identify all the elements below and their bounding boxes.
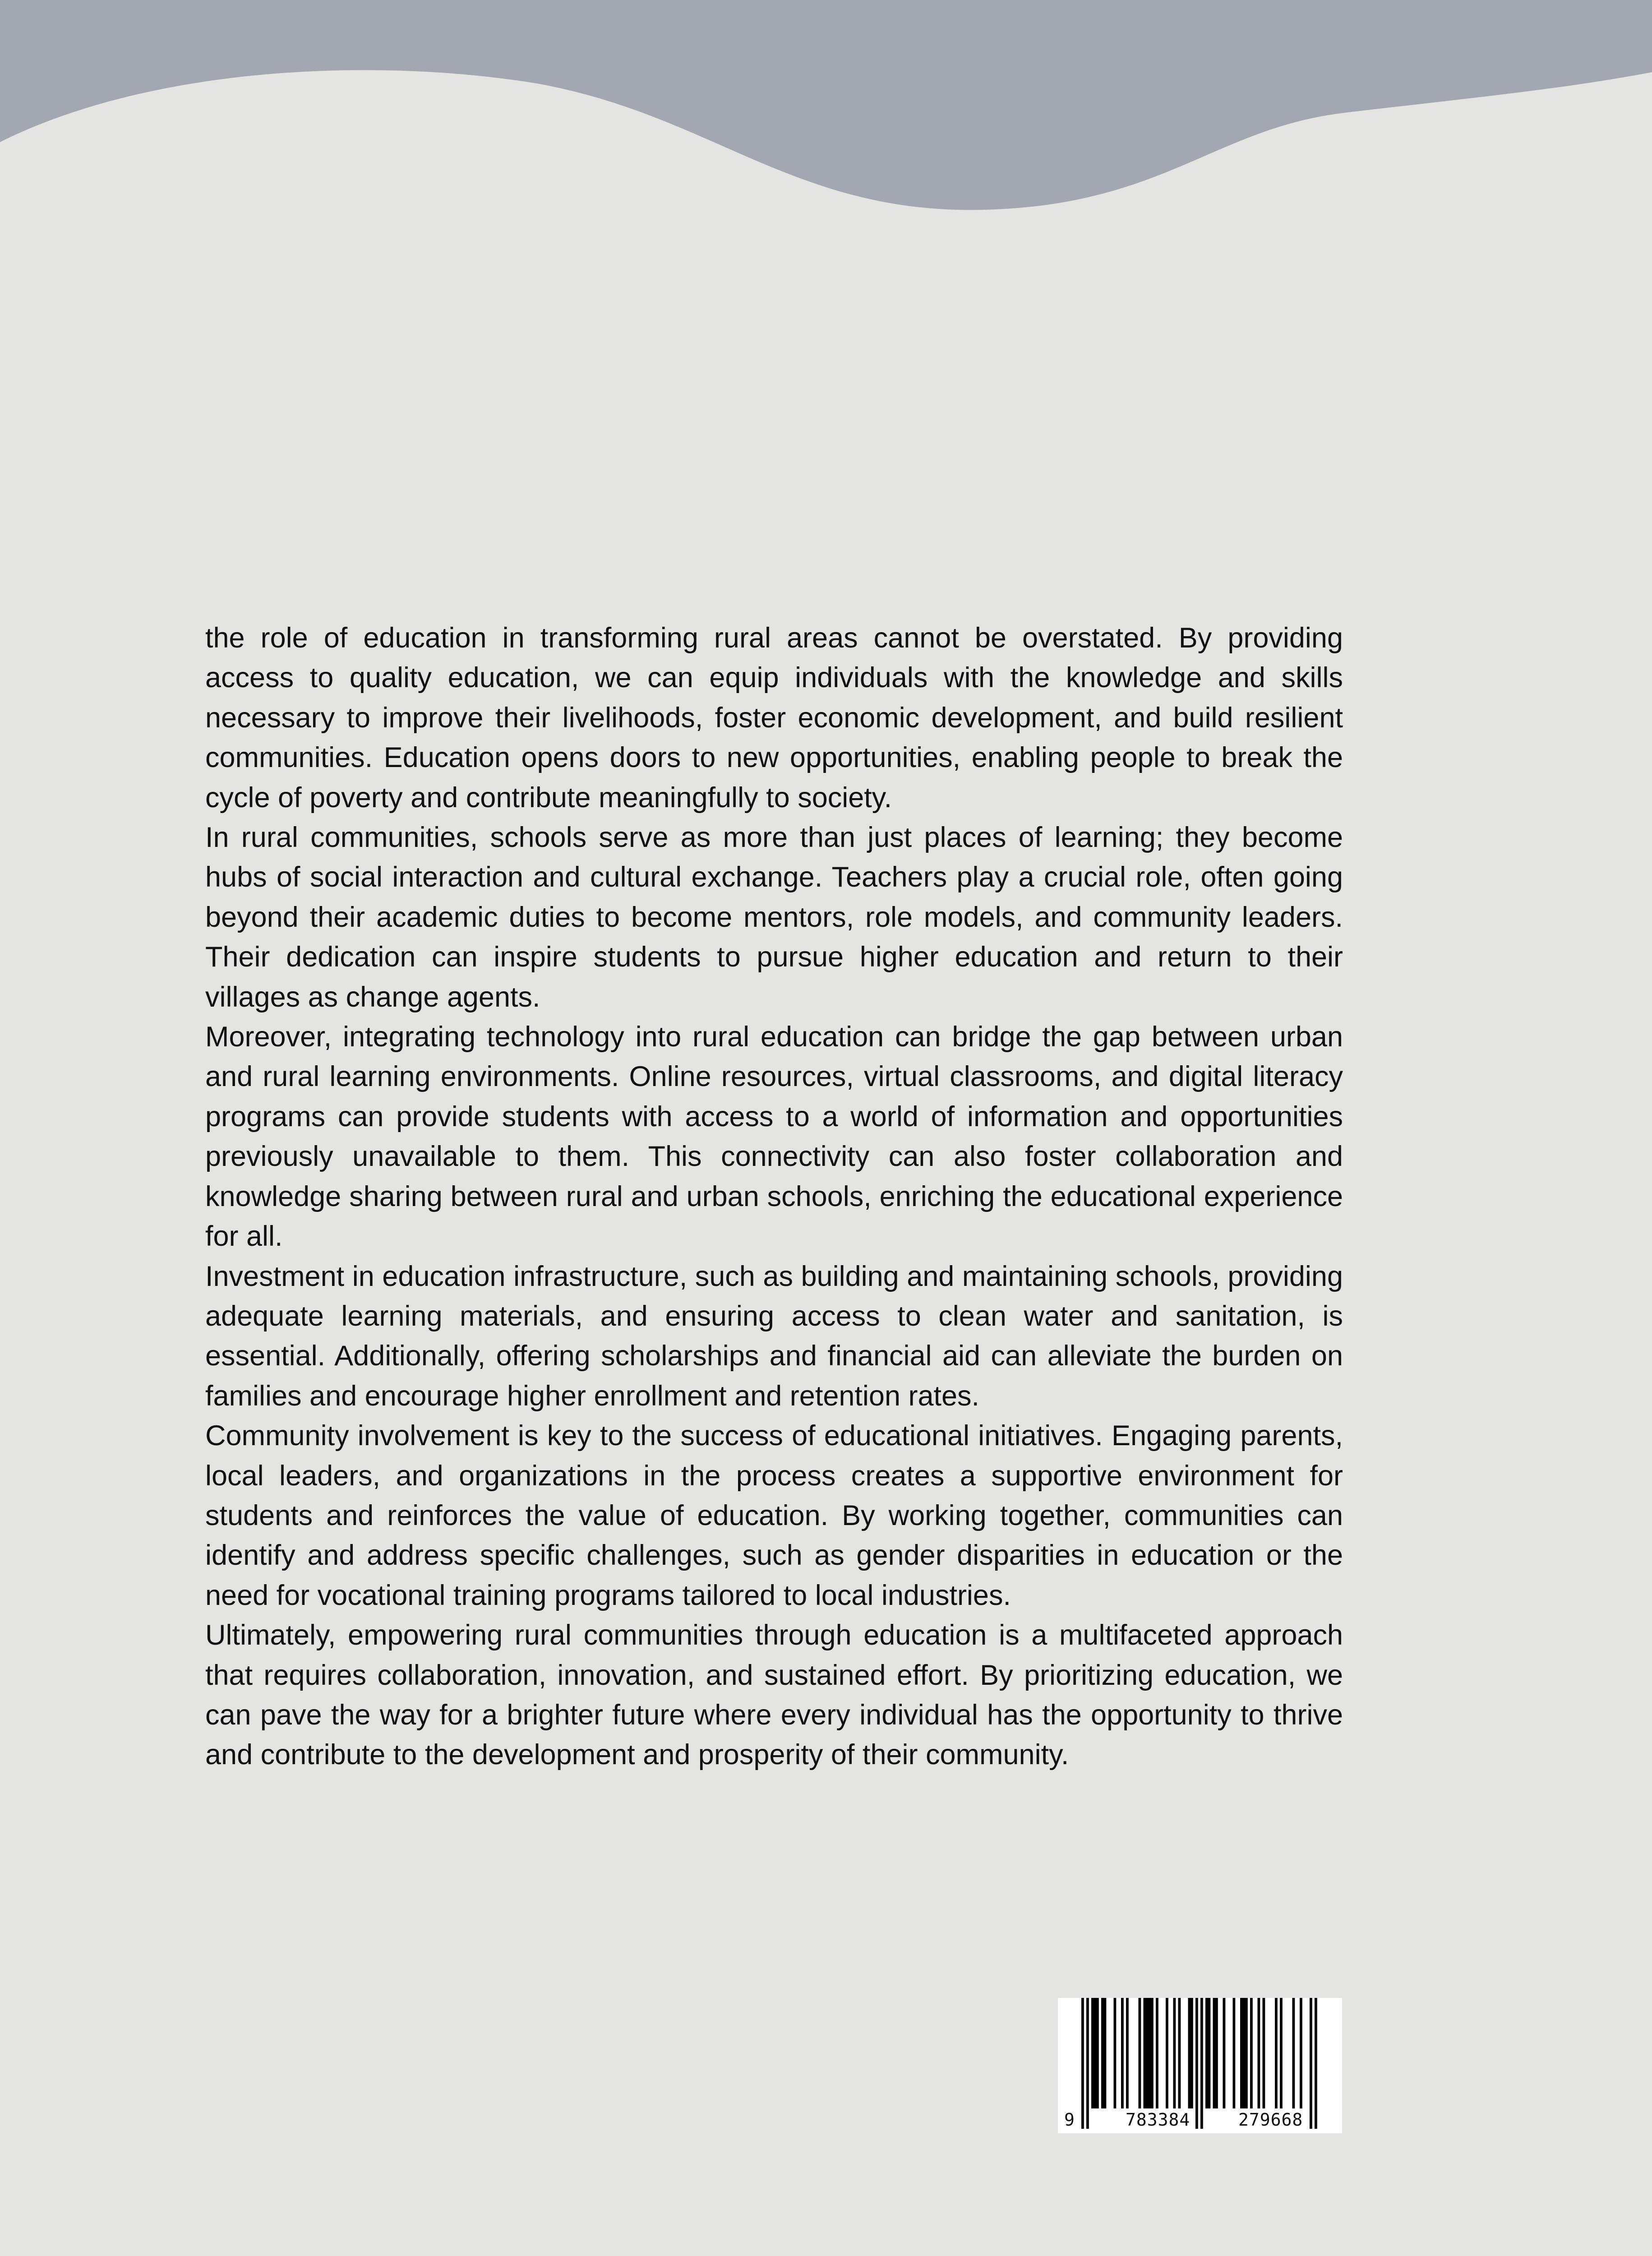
barcode-bar xyxy=(1173,1998,1176,2108)
isbn-barcode xyxy=(1058,1998,1342,2133)
barcode-bar xyxy=(1091,1998,1094,2108)
barcode-bar xyxy=(1208,1998,1211,2108)
barcode-bar xyxy=(1101,1998,1104,2108)
paragraph-2: In rural communities, schools serve as more than just places of learning; they become hubs of social interaction and cultural exchange. Teachers play a crucial role, often going beyond their academic duties to become mentors, role models, and community leaders. Their dedication can inspire students to pursue higher education and return to their villages as change agents. xyxy=(205,822,1343,1013)
paragraph-4: Investment in education infrastructure, such as building and maintaining schools, providing adequate learning materials, and ensuring access to clean water and sanitation, is essential. Additionally, offering scholarships and financial aid can alleviate the burden on families and encourage higher enrollment and retention rates. xyxy=(205,1260,1343,1412)
barcode-bar xyxy=(1275,1998,1278,2108)
barcode-group-left: 783384 xyxy=(1126,2110,1191,2130)
barcode-bar xyxy=(1233,1998,1236,2108)
barcode-bar xyxy=(1245,1998,1248,2108)
header-wave xyxy=(0,0,1652,217)
paragraph-5: Community involvement is key to the success of educational initiatives. Engaging parents, local leaders, and organizations in the process creates a supportive environment for students and reinforces the value of education. By working together, communities can identify and address specific challenges, such as gender disparities in education or the need for vocational training programs tailored to local industries. xyxy=(205,1420,1343,1611)
barcode-group-right: 279668 xyxy=(1238,2110,1303,2130)
barcode-bar xyxy=(1292,1998,1295,2108)
barcode-bar xyxy=(1188,1998,1191,2108)
barcode-bar xyxy=(1315,1998,1317,2129)
barcode-bar xyxy=(1300,1998,1302,2108)
barcode-bar xyxy=(1086,1998,1089,2129)
barcode-bar xyxy=(1121,1998,1124,2108)
barcode-bar xyxy=(1250,1998,1253,2108)
barcode-bar xyxy=(1191,1998,1193,2108)
barcode-bar xyxy=(1094,1998,1097,2108)
barcode-bar xyxy=(1258,1998,1260,2108)
barcode-bar xyxy=(1166,1998,1168,2108)
barcode-bar xyxy=(1114,1998,1117,2108)
barcode-bar xyxy=(1104,1998,1107,2108)
barcode-bar xyxy=(1146,1998,1149,2108)
back-cover-text xyxy=(205,618,1343,1775)
barcode-digit-first: 9 xyxy=(1064,2110,1075,2130)
barcode-bar xyxy=(1213,1998,1216,2108)
barcode-bar xyxy=(1156,1998,1158,2108)
barcode-bar xyxy=(1200,1998,1203,2129)
barcode-bar xyxy=(1195,1998,1198,2129)
barcode-bar xyxy=(1096,1998,1099,2108)
barcode-bar xyxy=(1081,1998,1084,2129)
barcode-bar xyxy=(1280,1998,1283,2108)
barcode-bar xyxy=(1240,1998,1243,2108)
barcode-bar xyxy=(1126,1998,1129,2108)
barcode-bar xyxy=(1243,1998,1246,2108)
paragraph-3: Moreover, integrating technology into rural education can bridge the gap between urban and rural learning environments. Online resources, virtual classrooms, and digital literacy programs can provide students with access to a world of information and opportunities previously unavailable to them. This connectivity can also foster collaboration and knowledge sharing between rural and urban schools, enriching the educational experience for all. xyxy=(205,1021,1343,1253)
barcode-bar xyxy=(1151,1998,1154,2108)
barcode-bar xyxy=(1205,1998,1208,2108)
barcode-bar xyxy=(1310,1998,1312,2129)
barcode-bar xyxy=(1139,1998,1141,2108)
barcode-bar xyxy=(1263,1998,1265,2108)
barcode-bar xyxy=(1149,1998,1151,2108)
barcode-bar xyxy=(1144,1998,1146,2108)
paragraph-1: the role of education in transforming rural areas cannot be overstated. By providing access to quality education, we can equip individuals with the knowledge and skills necessary to improve their livelihoods, foster economic development, and build resilient communities. Education opens doors to new opportunities, enabling people to break the cycle of poverty and contribute meaningfully to society. xyxy=(205,622,1343,814)
header-wave-shape xyxy=(0,0,1652,210)
barcode-bar xyxy=(1215,1998,1218,2108)
paragraph-6: Ultimately, empowering rural communities through education is a multifaceted approach that requires collaboration, innovation, and sustained effort. By prioritizing education, we can pave the way for a brighter future where every individual has the opportunity to thrive and contribute to the development and prosperity of their community. xyxy=(205,1619,1343,1771)
barcode-bar xyxy=(1178,1998,1181,2108)
barcode-bar xyxy=(1223,1998,1226,2108)
